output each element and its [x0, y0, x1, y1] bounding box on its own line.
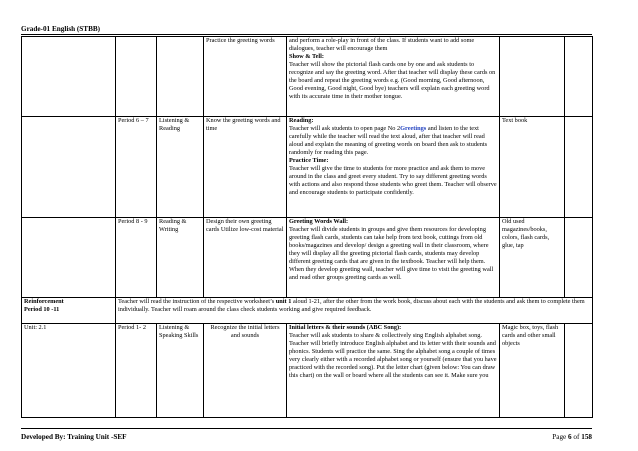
resources-cell	[500, 37, 565, 117]
topic-cell: Practice the greeting words	[204, 37, 287, 117]
reinforcement-label-cell	[22, 298, 116, 324]
resources-cell: Text book	[500, 117, 565, 218]
table-row	[22, 117, 593, 218]
abc-song-text: Teacher will ask students to share & collectively sing English alphabet song. Teacher will briefly introduce English alphabet and its letter with their sounds and phonics. Students will practice the same. Sing the alphabet song a couple of times very clearly either with a recorded alphabet song or yourself (ensure that you have practiced with the recorded song). Put the letter chart (given below: You can draw this chart) on the wall or board where all the students can see it. Make sure you	[289, 332, 497, 379]
period-cell: Period 8 - 9	[116, 218, 157, 298]
skill-cell: Listening & Speaking Skills	[157, 324, 204, 418]
practice-heading: Practice Time:	[289, 157, 329, 164]
footer-rule	[21, 428, 592, 429]
period-cell: Period 1- 2	[116, 324, 157, 418]
page-prefix: Page	[552, 433, 569, 441]
table-row	[22, 324, 593, 418]
page-current: 6	[568, 433, 572, 441]
lesson-plan-table	[21, 36, 593, 418]
greeting-wall-text: Teacher will divide students in groups and give them resources for developing greeting flash cards, students can take help from text book, cuttings from old books/magazines and develop/ design a greeting wall in their classroom, where they will display all the greeting pictorial flash cards, students may develop different greeting cards that are given in the textbook. Teacher will help them. When they develop greeting wall, teacher will give time to visit the greeting wall and read other groups greeting cards as well.	[289, 226, 494, 281]
abc-song-heading: Initial letters & their sounds (ABC Song):	[289, 324, 402, 331]
extra-cell	[565, 37, 593, 117]
extra-cell	[565, 324, 593, 418]
extra-cell	[565, 117, 593, 218]
table-row	[22, 298, 593, 324]
unit-cell	[22, 218, 116, 298]
table-row	[22, 37, 593, 117]
skill-cell: Listening & Reading	[157, 117, 204, 218]
unit-cell	[22, 117, 116, 218]
page-total: 158	[581, 433, 592, 441]
activity-cell	[287, 117, 500, 218]
activity-text: and perform a role-play in front of the class. If students want to add some dialogues, teacher will encourage them	[289, 37, 475, 52]
greeting-wall-heading: Greeting Words Wall:	[289, 218, 349, 225]
reading-text-start: Teacher will ask students to open page No 2	[289, 125, 401, 132]
reading-heading: Reading:	[289, 117, 314, 124]
reinforcement-unit: unit 1	[275, 298, 292, 305]
skill-cell: Reading & Writing	[157, 218, 204, 298]
skill-cell	[157, 37, 204, 117]
footer-developer: Developed By: Training Unit -SEF	[21, 433, 127, 441]
greetings-page-link: Greetings	[400, 125, 427, 132]
reading-text	[289, 125, 497, 157]
show-tell-text: Teacher will show the pictorial flash cards one by one and ask students to recognize and say the greeting word. After that teacher will display these cards on the board and repeat the greeting words e.g. (Good morning, Good afternoon, Good evening, Good night, Good bye) teachers will explain each greeting word with its accurate time in their mother tongue.	[289, 61, 496, 100]
resources-cell: Magic box, toys, flash cards and other small objects	[500, 324, 565, 418]
page-number	[552, 433, 592, 441]
period-cell	[116, 37, 157, 117]
practice-text: Teacher will give the time to students for more practice and ask them to move around in the class and greet every student. Try to say different greeting words with actions and also respond those students who greet them. Teacher will observe and encourage students to participate confidently.	[289, 165, 497, 196]
table-row	[22, 218, 593, 298]
reinforcement-text-end: aloud 1-21, after the other from the work book, discuss about each with the students and ask them to complete them individually. Teacher will roam around the class check students working and give required feedback.	[118, 298, 585, 313]
resources-cell: Old used magazines/books, colors, flash cards, glue, tap	[500, 218, 565, 298]
reinforcement-label: Reinforcement	[24, 298, 64, 305]
reinforcement-text-start: Teacher will read the instruction of the respective worksheet’s	[118, 298, 276, 305]
topic-cell: Recognize the initial letters and sounds	[204, 324, 287, 418]
activity-cell	[287, 37, 500, 117]
reinforcement-text-cell	[116, 298, 593, 324]
unit-cell	[22, 37, 116, 117]
document-header: Grade-01 English (STBB)	[21, 25, 101, 33]
show-tell-heading: Show & Tell:	[289, 53, 324, 60]
unit-cell: Unit: 2.1	[22, 324, 116, 418]
reading-text-end: and listen to the text carefully while the teacher will read the text aloud, after that teacher will read aloud and explain the meaning of greeting words on board then ask to students randomly for reading this page.	[289, 125, 488, 156]
period-cell: Period 6 – 7	[116, 117, 157, 218]
header-rule	[21, 34, 592, 35]
topic-cell: Design their own greeting cards Utilize low-cost material	[204, 218, 287, 298]
activity-cell	[287, 218, 500, 298]
topic-cell: Know the greeting words and time	[204, 117, 287, 218]
reinforcement-period: Period 10 -11	[24, 306, 60, 313]
page-of: of	[571, 433, 582, 441]
extra-cell	[565, 218, 593, 298]
activity-cell	[287, 324, 500, 418]
